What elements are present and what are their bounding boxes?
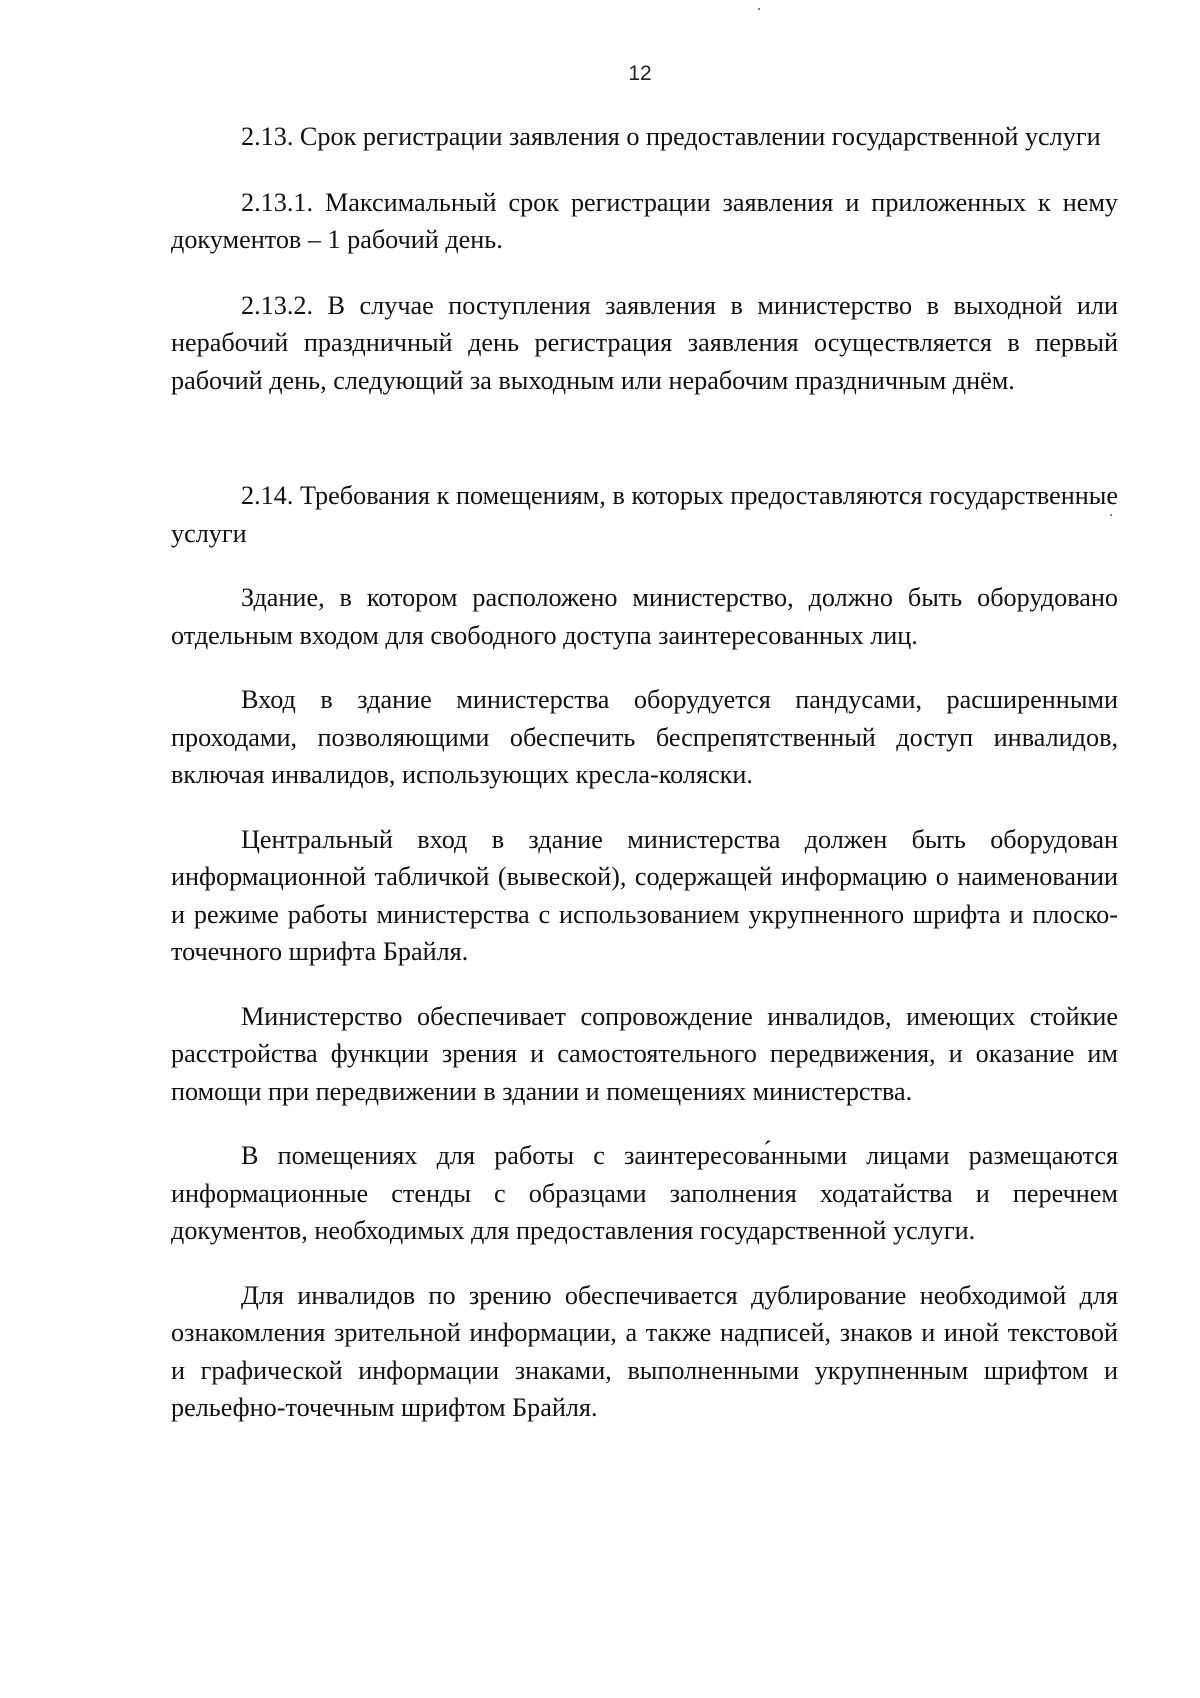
paragraph-2-13-1: 2.13.1. Максимальный срок регистрации заявления и приложенных к нему документов – 1 рабочий день. — [171, 187, 1118, 254]
paragraph-ramps: Вход в здание министерства оборудуется пандусами, расширенными проходами, позволяющими обеспечить беспрепятственный доступ инвалидов, включая инвалидов, использующих кресла-коляски. — [171, 685, 1118, 789]
page-number: 12 — [628, 62, 652, 85]
paragraph-building-entrance: Здание, в котором расположено министерство, должно быть оборудовано отдельным входом для свободного доступа заинтересованных лиц. — [171, 583, 1118, 650]
section-heading-2-13: 2.13. Срок регистрации заявления о предоставлении государственной услуги — [241, 122, 1101, 151]
paragraph-info-stands: В помещениях для работы с заинтересова́нными лицами размещаются информационные стенды с образцами заполнения ходатайства и перечнем документов, необходимых для предоставления государственной услуги. — [171, 1141, 1118, 1245]
document-body — [171, 118, 1118, 1427]
paragraph-signage: Центральный вход в здание министерства должен быть оборудован информационной табличкой (вывеской), содержащей информацию о наименовании и режиме работы министерства с использованием укрупненного шрифта и плоско-точечного шрифта Брайля. — [171, 824, 1118, 966]
scan-speck — [758, 8, 760, 10]
paragraph-2-13-2: 2.13.2. В случае поступления заявления в министерство в выходной или нерабочий праздничный день регистрация заявления осуществляется в первый рабочий день, следующий за выходным или нерабочим праздничным днём. — [171, 290, 1118, 395]
paragraph-escort: Министерство обеспечивает сопровождение инвалидов, имеющих стойкие расстройства функции зрения и самостоятельного передвижения, и оказание им помощи при передвижении в здании и помещениях министерства. — [171, 1001, 1118, 1106]
paragraph-braille: Для инвалидов по зрению обеспечивается дублирование необходимой для ознакомления зрительной информации, а также надписей, знаков и иной текстовой и графической информации знаками, выполненными укрупненным шрифтом и рельефно-точечным шрифтом Брайля. — [171, 1280, 1118, 1422]
section-heading-2-14: 2.14. Требования к помещениям, в которых предоставляются государственные услуги — [171, 481, 1118, 548]
